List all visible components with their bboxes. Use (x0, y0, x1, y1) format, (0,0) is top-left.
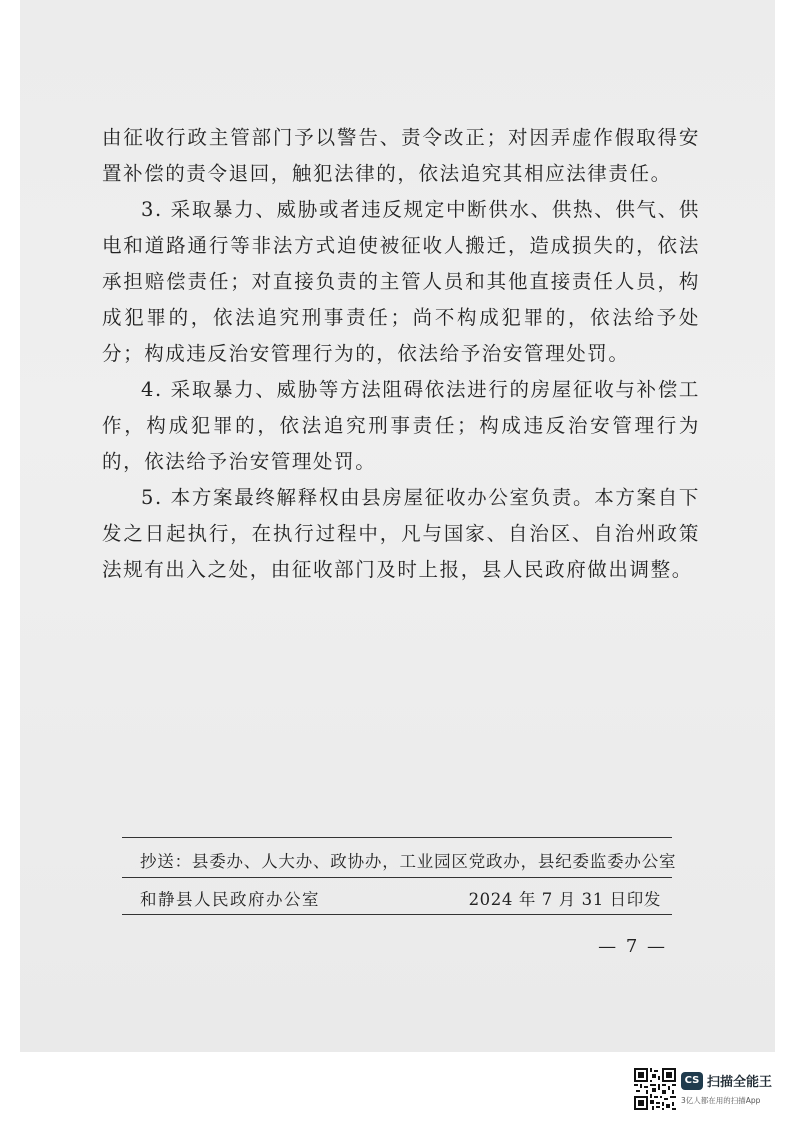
footer-rule-middle (122, 877, 672, 878)
paragraph-item-4: 4. 采取暴力、威胁等方法阻碍依法进行的房屋征收与补偿工作，构成犯罪的，依法追究刑事责任；构成违反治安管理行为的，依法给予治安管理处罚。 (102, 378, 700, 473)
watermark-app-name: 扫描全能王 (707, 1075, 773, 1090)
camscanner-logo: CS (681, 1072, 703, 1090)
paragraph-item-3: 3. 采取暴力、威胁或者违反规定中断供水、供热、供气、供电和道路通行等非法方式迫使被征收人搬迁，造成损失的，依法承担赔偿责任；对直接负责的主管人员和其他直接责任人员，构成犯罪的，依法追究刑事责任；尚不构成犯罪的，依法给予处分；构成违反治安管理行为的，依法给予治安管理处罚。 (102, 198, 700, 365)
qr-code-icon (634, 1068, 676, 1110)
cc-line: 抄送：县委办、人大办、政协办，工业园区党政办，县纪委监委办公室 (140, 852, 677, 871)
footer-rule-top (122, 837, 672, 838)
scanner-watermark (634, 1068, 784, 1112)
issue-date: 2024 年 7 月 31 日印发 (468, 890, 661, 909)
issuer: 和静县人民政府办公室 (140, 890, 320, 909)
footer-rule-bottom (122, 914, 672, 915)
page-number: — 7 — (598, 936, 667, 957)
watermark-tagline: 3亿人都在用的扫描App (681, 1096, 761, 1105)
paragraph-continuation: 由征收行政主管部门予以警告、责令改正；对因弄虚作假取得安置补偿的责令退回，触犯法律的，依法追究其相应法律责任。 (102, 126, 700, 185)
paragraph-item-5: 5. 本方案最终解释权由县房屋征收办公室负责。本方案自下发之日起执行，在执行过程中，凡与国家、自治区、自治州政策法规有出入之处，由征收部门及时上报，县人民政府做出调整。 (102, 486, 700, 581)
